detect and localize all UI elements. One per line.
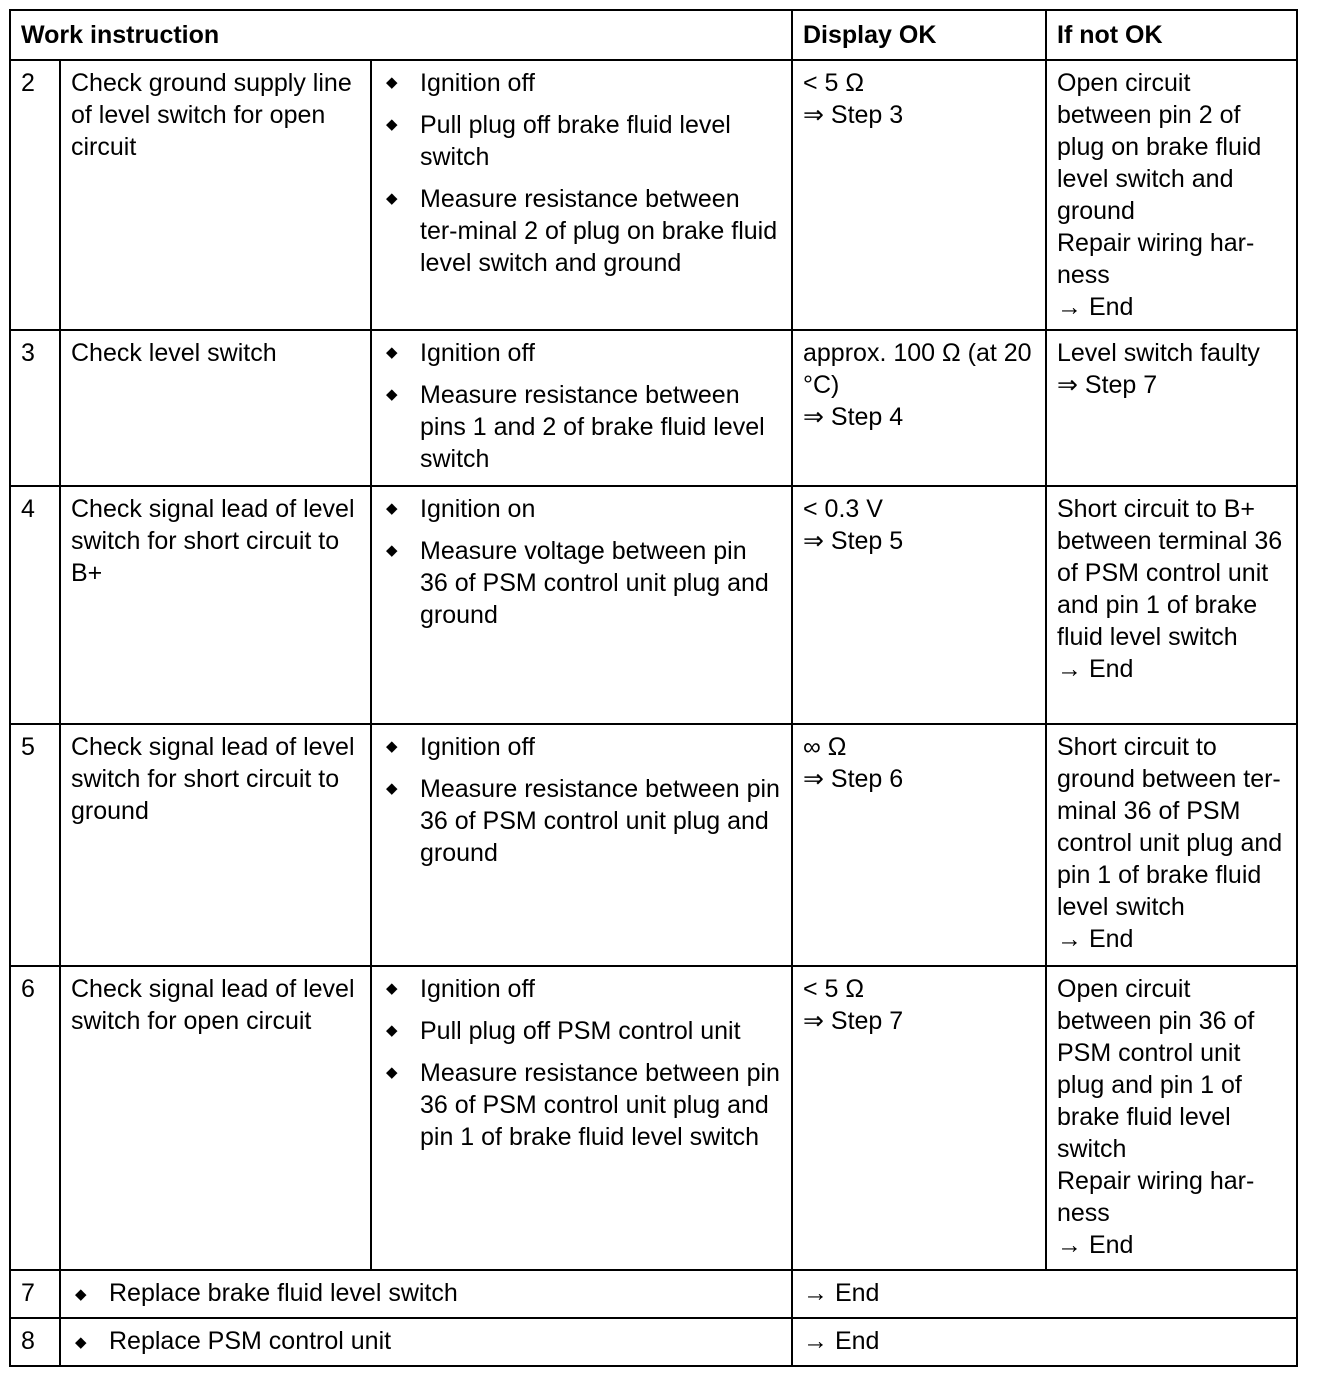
display-ok-cell — [792, 330, 1046, 486]
action-list — [382, 731, 781, 869]
display-ok-value: < 5 Ω — [803, 975, 865, 1003]
if-not-ok-text: Level switch faulty — [1057, 339, 1260, 367]
display-ok-cell — [792, 966, 1046, 1270]
action-item: ◆ Measure resistance between ter-minal 2 of plug on brake fluid level switch and ground — [382, 183, 781, 279]
step-number: 4 — [10, 486, 60, 724]
header-if-not-ok: If not OK — [1046, 10, 1297, 60]
action-list — [382, 337, 781, 475]
table-header-row — [10, 10, 1297, 60]
check-description: Check ground supply line of level switch for open circuit — [60, 60, 371, 330]
display-ok-next: ⇒ Step 3 — [803, 101, 904, 129]
table-row — [10, 966, 1297, 1270]
action-item: ◆ Pull plug off PSM control unit — [382, 1015, 781, 1047]
action-list-cell — [371, 966, 792, 1270]
action-list-cell — [371, 724, 792, 966]
if-not-ok-text: Short circuit to ground between ter-minal 36 of PSM control unit plug and pin 1 of brake fluid level switch — [1057, 733, 1283, 921]
step-number: 3 — [10, 330, 60, 486]
check-description: Check signal lead of level switch for short circuit to ground — [60, 724, 371, 966]
action-item: ◆ Measure resistance between pin 36 of PSM control unit plug and pin 1 of brake fluid level switch — [382, 1057, 781, 1153]
check-description: Check level switch — [60, 330, 371, 486]
if-not-ok-cell — [1046, 966, 1297, 1270]
action-item: ◆ Measure voltage between pin 36 of PSM control unit plug and ground — [382, 535, 781, 631]
if-not-ok-cell — [1046, 60, 1297, 330]
if-not-ok-text: → End — [1057, 925, 1134, 953]
action-item: ◆ Ignition off — [382, 337, 781, 369]
work-instruction-table — [9, 9, 1298, 1367]
action-list — [382, 973, 781, 1153]
header-display-ok: Display OK — [792, 10, 1046, 60]
action-item: ◆ Ignition off — [382, 973, 781, 1005]
result-cell: → End — [792, 1270, 1297, 1318]
action-item: ◆ Replace PSM control unit — [71, 1327, 391, 1355]
if-not-ok-text: Short circuit to B+ between terminal 36 of PSM control unit and pin 1 of brake fluid level switch — [1057, 495, 1283, 651]
if-not-ok-text: Repair wiring har-ness — [1057, 1167, 1255, 1227]
action-cell — [60, 1318, 792, 1366]
if-not-ok-text: ⇒ Step 7 — [1057, 371, 1158, 399]
result-cell: → End — [792, 1318, 1297, 1366]
action-item: ◆ Ignition off — [382, 67, 781, 99]
step-number: 2 — [10, 60, 60, 330]
if-not-ok-text: → End — [1057, 293, 1134, 321]
display-ok-value: approx. 100 Ω (at 20 °C) — [803, 339, 1032, 399]
table-row — [10, 1270, 1297, 1318]
display-ok-cell — [792, 60, 1046, 330]
table-row — [10, 330, 1297, 486]
action-list — [382, 67, 781, 279]
if-not-ok-text: → End — [1057, 655, 1134, 683]
display-ok-next: ⇒ Step 5 — [803, 527, 904, 555]
if-not-ok-cell — [1046, 330, 1297, 486]
action-item: ◆ Measure resistance between pin 36 of PSM control unit plug and ground — [382, 773, 781, 869]
if-not-ok-text: Open circuit between pin 36 of PSM control unit plug and pin 1 of brake fluid level switch — [1057, 975, 1255, 1163]
display-ok-next: ⇒ Step 4 — [803, 403, 904, 431]
if-not-ok-text: → End — [1057, 1231, 1134, 1259]
if-not-ok-cell — [1046, 486, 1297, 724]
check-description: Check signal lead of level switch for open circuit — [60, 966, 371, 1270]
if-not-ok-text: Repair wiring har-ness — [1057, 229, 1255, 289]
step-number: 6 — [10, 966, 60, 1270]
table-row — [10, 1318, 1297, 1366]
header-work-instruction: Work instruction — [10, 10, 792, 60]
table-row — [10, 724, 1297, 966]
display-ok-next: ⇒ Step 6 — [803, 765, 904, 793]
step-number: 8 — [10, 1318, 60, 1366]
table-row — [10, 60, 1297, 330]
display-ok-cell — [792, 486, 1046, 724]
display-ok-next: ⇒ Step 7 — [803, 1007, 904, 1035]
action-item: ◆ Ignition off — [382, 731, 781, 763]
action-list-cell — [371, 486, 792, 724]
display-ok-value: ∞ Ω — [803, 733, 847, 761]
action-item: ◆ Ignition on — [382, 493, 781, 525]
if-not-ok-text: Open circuit between pin 2 of plug on brake fluid level switch and ground — [1057, 69, 1262, 225]
action-list — [382, 493, 781, 631]
display-ok-cell — [792, 724, 1046, 966]
table-row — [10, 486, 1297, 724]
action-list-cell — [371, 330, 792, 486]
action-item: ◆ Pull plug off brake fluid level switch — [382, 109, 781, 173]
action-cell — [60, 1270, 792, 1318]
action-list-cell — [371, 60, 792, 330]
action-item: ◆ Replace brake fluid level switch — [71, 1279, 458, 1307]
check-description: Check signal lead of level switch for short circuit to B+ — [60, 486, 371, 724]
step-number: 7 — [10, 1270, 60, 1318]
step-number: 5 — [10, 724, 60, 966]
action-item: ◆ Measure resistance between pins 1 and 2 of brake fluid level switch — [382, 379, 781, 475]
display-ok-value: < 0.3 V — [803, 495, 883, 523]
display-ok-value: < 5 Ω — [803, 69, 865, 97]
if-not-ok-cell — [1046, 724, 1297, 966]
